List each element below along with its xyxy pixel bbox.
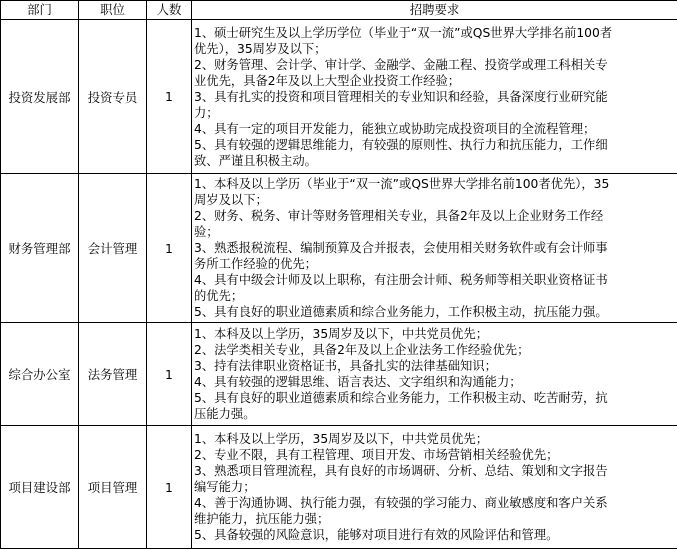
requirement-line: 力； bbox=[194, 105, 675, 121]
requirement-line: 5、具备较强的风险意识，能够对项目进行有效的风险评估和管理。 bbox=[194, 527, 675, 543]
position-cell: 项目管理 bbox=[79, 426, 147, 549]
requirement-line: 4、具有一定的项目开发能力，能独立或协助完成投资项目的全流程管理； bbox=[194, 121, 675, 137]
requirement-line: 编写能力； bbox=[194, 479, 675, 495]
requirement-line: 2、财务管理、会计学、审计学、金融学、金融工程、投资学或理工科相关专 bbox=[194, 57, 675, 73]
requirement-line: 1、硕士研究生及以上学历学位（毕业于“双一流”或QS世界大学排名前100者 bbox=[194, 25, 675, 41]
requirement-line: 致、严谨且积极主动。 bbox=[194, 153, 675, 169]
count-cell: 1 bbox=[147, 174, 192, 323]
requirement-line: 业优先，具备2年及以上大型企业投资工作经验； bbox=[194, 73, 675, 89]
position-cell: 会计管理 bbox=[79, 174, 147, 323]
requirement-line: 周岁及以下； bbox=[194, 192, 675, 208]
department-cell: 综合办公室 bbox=[1, 323, 79, 426]
requirement-line: 5、具有良好的职业道德素质和综合业务能力，工作积极主动，抗压能力强。 bbox=[194, 304, 675, 320]
requirement-line: 3、熟悉报税流程、编制预算及合并报表，会使用相关财务软件或有会计师事 bbox=[194, 240, 675, 256]
requirement-line: 3、熟悉项目管理流程，具有良好的市场调研、分析、总结、策划和文字报告 bbox=[194, 463, 675, 479]
department-cell: 投资发展部 bbox=[1, 20, 79, 174]
requirement-line: 的优先； bbox=[194, 288, 675, 304]
requirements-cell bbox=[192, 426, 677, 549]
header-count: 人数 bbox=[147, 1, 192, 20]
requirement-line: 4、具有较强的逻辑思维、语言表达、文字组织和沟通能力； bbox=[194, 374, 675, 390]
header-position: 职位 bbox=[79, 1, 147, 20]
requirement-line: 1、本科及以上学历，35周岁及以下，中共党员优先； bbox=[194, 431, 675, 447]
header-department: 部门 bbox=[1, 1, 79, 20]
count-cell: 1 bbox=[147, 426, 192, 549]
table-header-row bbox=[1, 1, 677, 20]
requirement-line: 务所工作经验的优先； bbox=[194, 256, 675, 272]
table-row bbox=[1, 20, 677, 174]
requirements-cell bbox=[192, 323, 677, 426]
requirement-line: 3、具有扎实的投资和项目管理相关的专业知识和经验，具备深度行业研究能 bbox=[194, 89, 675, 105]
requirements-cell bbox=[192, 20, 677, 174]
table-row bbox=[1, 174, 677, 323]
requirement-line: 验； bbox=[194, 224, 675, 240]
requirement-line: 3、持有法律职业资格证书，具备扎实的法律基础知识； bbox=[194, 358, 675, 374]
position-cell: 投资专员 bbox=[79, 20, 147, 174]
requirement-line: 1、本科及以上学历（毕业于“双一流”或QS世界大学排名前100者优先），35 bbox=[194, 176, 675, 192]
requirement-line: 优先），35周岁及以下； bbox=[194, 41, 675, 57]
header-requirements: 招聘要求 bbox=[192, 1, 677, 20]
department-cell: 项目建设部 bbox=[1, 426, 79, 549]
requirement-line: 5、具有良好的职业道德素质和综合业务能力，工作积极主动、吃苦耐劳，抗 bbox=[194, 390, 675, 406]
position-cell: 法务管理 bbox=[79, 323, 147, 426]
requirement-line: 压能力强。 bbox=[194, 406, 675, 422]
requirement-line: 维护能力，抗压能力强； bbox=[194, 511, 675, 527]
count-cell: 1 bbox=[147, 20, 192, 174]
requirement-line: 5、具有较强的逻辑思维能力，有较强的原则性、执行力和抗压能力，工作细 bbox=[194, 137, 675, 153]
count-cell: 1 bbox=[147, 323, 192, 426]
requirement-line: 2、法学类相关专业，具备2年及以上企业法务工作经验优先； bbox=[194, 342, 675, 358]
requirement-line: 1、本科及以上学历，35周岁及以下，中共党员优先； bbox=[194, 326, 675, 342]
requirement-line: 2、专业不限，具有工程管理、项目开发、市场营销相关经验优先； bbox=[194, 447, 675, 463]
requirements-cell bbox=[192, 174, 677, 323]
requirement-line: 4、善于沟通协调、执行能力强，有较强的学习能力、商业敏感度和客户关系 bbox=[194, 495, 675, 511]
table-row bbox=[1, 426, 677, 549]
requirement-line: 2、财务、税务、审计等财务管理相关专业，具备2年及以上企业财务工作经 bbox=[194, 208, 675, 224]
department-cell: 财务管理部 bbox=[1, 174, 79, 323]
table-row bbox=[1, 323, 677, 426]
requirement-line: 4、具有中级会计师及以上职称，有注册会计师、税务师等相关职业资格证书 bbox=[194, 272, 675, 288]
